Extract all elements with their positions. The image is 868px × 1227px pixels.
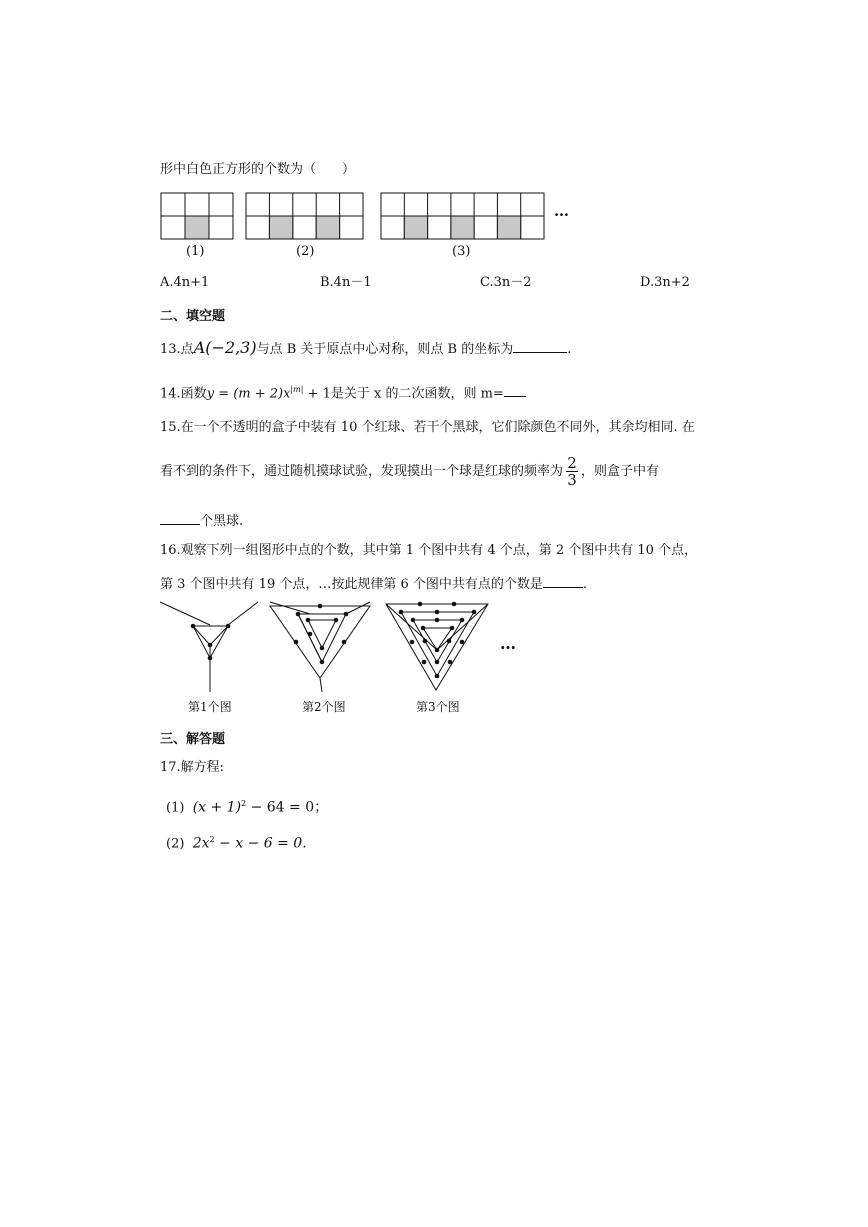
q13-text: 与点 B 关于原点中心对称，则点 B 的坐标为	[256, 342, 514, 357]
q16-ellipsis: …	[500, 634, 516, 653]
q12-grid-figures	[158, 190, 578, 242]
q13-prefix: 13.点	[160, 342, 194, 357]
q13-answer-blank[interactable]	[513, 340, 567, 353]
q15-answer-blank[interactable]	[160, 512, 200, 525]
q12-stem: 形中白色正方形的个数为（ ）	[160, 162, 356, 177]
q15-fraction: $\frac{2}{3}$	[567, 454, 577, 489]
q16-line2: 第 3 个图中共有 19 个点，…按此规律第 6 个图中共有点的个数是 .	[160, 577, 588, 592]
q12-ellipsis: …	[554, 202, 569, 220]
q12-option-c: C.3n－2	[480, 275, 532, 290]
q16-answer-blank[interactable]	[543, 575, 583, 588]
q12-option-b: B.4n－1	[320, 275, 372, 290]
q14-answer-blank[interactable]	[504, 384, 526, 397]
q17-part1: (1) $(x + 1)^2 - 64 = 0$；	[166, 799, 329, 816]
q14: 14.函数$y = (m + 2)x^{|m|} + 1$是关于 x 的二次函数，则 m=	[160, 382, 526, 402]
section-2-title: 二、填空题	[160, 309, 226, 324]
q12-label-1: (1)	[186, 244, 205, 259]
q17-part2: (2) $2x^2 - x - 6 = 0$.	[166, 835, 307, 852]
q15-line3: 个黑球.	[160, 512, 243, 530]
q12-option-a: A.4n+1	[160, 275, 210, 290]
q12-label-2: (2)	[296, 244, 315, 259]
q16-fig3-label: 第3个图	[416, 700, 460, 714]
q12-label-3: (3)	[452, 244, 471, 259]
q16-fig1-label: 第1个图	[188, 700, 232, 714]
q16-dot-figures	[158, 600, 538, 695]
q16-line1: 16.观察下列一组图形中点的个数，其中第 1 个图中共有 4 个点，第 2 个图中共有 10 个点，	[160, 543, 698, 558]
q13: 13.点A(−2,3)与点 B 关于原点中心对称，则点 B 的坐标为 .	[160, 338, 572, 357]
q13-point: A(−2,3)	[193, 338, 257, 357]
q15-line1: 15.在一个不透明的盒子中装有 10 个红球、若干个黑球，它们除颜色不同外，其余均相同. 在	[160, 420, 695, 435]
q14-formula: y = (m + 2)x	[206, 386, 291, 402]
q14-prefix: 14.函数	[160, 386, 207, 402]
q14-exponent: |m|	[290, 385, 304, 394]
section-3-title: 三、解答题	[160, 732, 226, 747]
q17-title: 17.解方程:	[160, 760, 225, 775]
q12-option-d: D.3n+2	[640, 275, 690, 290]
q14-text: 是关于 x 的二次函数，则 m=	[330, 386, 504, 402]
q15-line2: 看不到的条件下，通过随机摸球试验，发现摸出一个球是红球的频率为 $\frac{2}{3}$ ，则盒子中有	[160, 454, 660, 489]
q16-fig2-label: 第2个图	[302, 700, 346, 714]
